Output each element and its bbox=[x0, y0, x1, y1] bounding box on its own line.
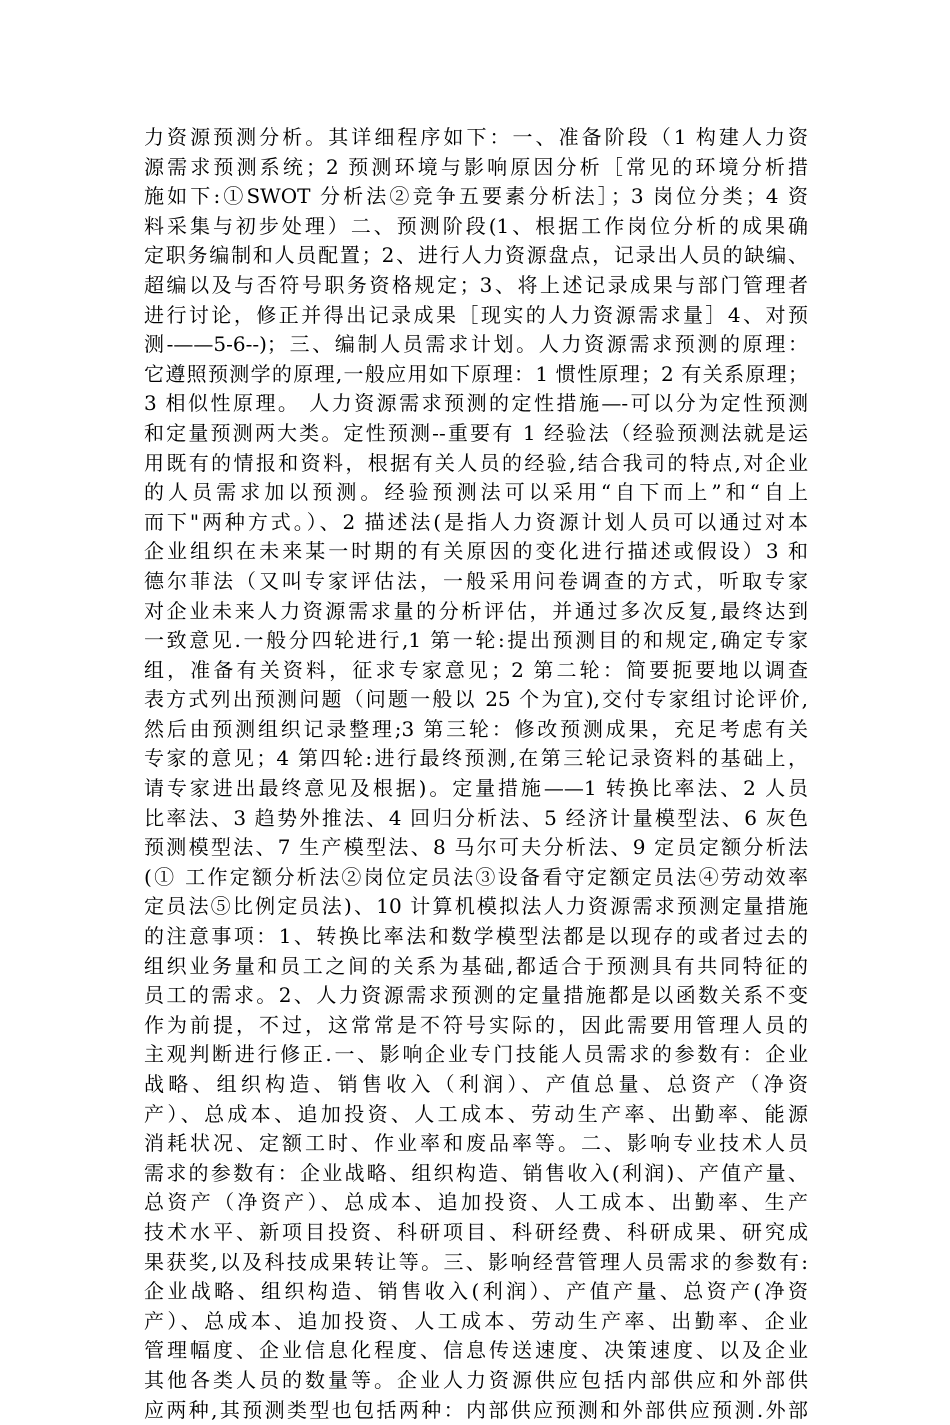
text-line: 施如下:①SWOT 分析法②竞争五要素分析法］；3 岗位分类；4 资 bbox=[144, 184, 808, 209]
text-line: 料采集与初步处理）二、预测阶段(1、根据工作岗位分析的成果确 bbox=[144, 213, 808, 238]
text-line: 的注意事项：1、转换比率法和数学模型法都是以现存的或者过去的 bbox=[144, 924, 808, 949]
text-line: 它遵照预测学的原理,一般应用如下原理：1 惯性原理；2 有关系原理； bbox=[144, 361, 808, 386]
body-paragraph bbox=[144, 123, 808, 1425]
text-line: 3 相似性原理。 人力资源需求预测的定性措施—-可以分为定性预测 bbox=[144, 391, 808, 416]
text-line: 用既有的情报和资料，根据有关人员的经验,结合我司的特点,对企业 bbox=[144, 450, 808, 475]
text-line: 消耗状况、定额工时、作业率和废品率等。二、影响专业技术人员 bbox=[144, 1131, 808, 1156]
text-line: 企业组织在未来某一时期的有关原因的变化进行描述或假设）3 和 bbox=[144, 539, 808, 564]
text-line: 组，准备有关资料，征求专家意见；2 第二轮：简要扼要地以调查 bbox=[144, 657, 808, 682]
text-line: 作为前提，不过，这常常是不符号实际的，因此需要用管理人员的 bbox=[144, 1012, 808, 1037]
text-line: 总资产（净资产）、总成本、追加投资、人工成本、出勤率、生产 bbox=[144, 1190, 808, 1215]
text-line: 和定量预测两大类。定性预测--重要有 1 经验法（经验预测法就是运 bbox=[144, 420, 808, 445]
text-line: 需求的参数有：企业战略、组织构造、销售收入(利润)、产值产量、 bbox=[144, 1160, 808, 1185]
text-line: 员工的需求。2、人力资源需求预测的定量措施都是以函数关系不变 bbox=[144, 983, 808, 1008]
text-line: 应两种,其预测类型也包括两种：内部供应预测和外部供应预测.外部 bbox=[144, 1397, 808, 1422]
text-line: 定员法⑤比例定员法)、10 计算机模拟法人力资源需求预测定量措施 bbox=[144, 894, 808, 919]
text-line: 德尔菲法（又叫专家评估法，一般采用问卷调查的方式，听取专家 bbox=[144, 568, 808, 593]
text-line: 组织业务量和员工之间的关系为基础,都适合于预测具有共同特征的 bbox=[144, 953, 808, 978]
text-line: 企业战略、组织构造、销售收入(利润）、产值产量、总资产(净资 bbox=[144, 1279, 808, 1304]
text-line: 对企业未来人力资源需求量的分析评估，并通过多次反复,最终达到 bbox=[144, 598, 808, 623]
text-line: 其他各类人员的数量等。企业人力资源供应包括内部供应和外部供 bbox=[144, 1367, 808, 1392]
text-line: 源需求预测系统；2 预测环境与影响原因分析［常见的环境分析措 bbox=[144, 154, 808, 179]
text-line: 管理幅度、企业信息化程度、信息传送速度、决策速度、以及企业 bbox=[144, 1338, 808, 1363]
text-line: 进行讨论，修正并得出记录成果［现实的人力资源需求量］4、对预 bbox=[144, 302, 808, 327]
text-line: 产）、总成本、追加投资、人工成本、劳动生产率、出勤率、企业 bbox=[144, 1308, 808, 1333]
text-line: 主观判断进行修正.一、影响企业专门技能人员需求的参数有：企业 bbox=[144, 1042, 808, 1067]
text-line: 比率法、3 趋势外推法、4 回归分析法、5 经济计量模型法、6 灰色 bbox=[144, 805, 808, 830]
text-line: 测-——5-6--)；三、编制人员需求计划。人力资源需求预测的原理： bbox=[144, 332, 808, 357]
text-line: 产）、总成本、追加投资、人工成本、劳动生产率、出勤率、能源 bbox=[144, 1101, 808, 1126]
text-line: 果获奖,以及科技成果转让等。三、影响经营管理人员需求的参数有: bbox=[144, 1249, 808, 1274]
text-line: 预测模型法、7 生产模型法、8 马尔可夫分析法、9 定员定额分析法 bbox=[144, 835, 808, 860]
text-line: 专家的意见；4 第四轮:进行最终预测,在第三轮记录资料的基础上， bbox=[144, 746, 808, 771]
text-line: 而下"两种方式。）、2 描述法(是指人力资源计划人员可以通过对本 bbox=[144, 509, 808, 534]
text-line: 定职务编制和人员配置；2、进行人力资源盘点，记录出人员的缺编、 bbox=[144, 243, 808, 268]
text-line: 超编以及与否符号职务资格规定；3、将上述记录成果与部门管理者 bbox=[144, 272, 808, 297]
text-line: (① 工作定额分析法②岗位定员法③设备看守定额定员法④劳动效率 bbox=[144, 864, 808, 889]
text-line: 然后由预测组织记录整理;3 第三轮：修改预测成果，充足考虑有关 bbox=[144, 716, 808, 741]
text-line: 战略、组织构造、销售收入（利润）、产值总量、总资产（净资 bbox=[144, 1072, 808, 1096]
text-line: 一致意见.一般分四轮进行,1 第一轮:提出预测目的和规定,确定专家 bbox=[144, 628, 808, 653]
text-line: 的人员需求加以预测。经验预测法可以采用“自下而上”和“自上 bbox=[144, 480, 808, 505]
text-line: 技术水平、新项目投资、科研项目、科研经费、科研成果、研究成 bbox=[144, 1219, 808, 1244]
text-line: 表方式列出预测问题（问题一般以 25 个为宜),交付专家组讨论评价, bbox=[144, 687, 808, 712]
text-line: 请专家进出最终意见及根据)。定量措施——1 转换比率法、2 人员 bbox=[144, 776, 808, 801]
text-line: 力资源预测分析。其详细程序如下：一、准备阶段（1 构建人力资 bbox=[144, 125, 808, 149]
